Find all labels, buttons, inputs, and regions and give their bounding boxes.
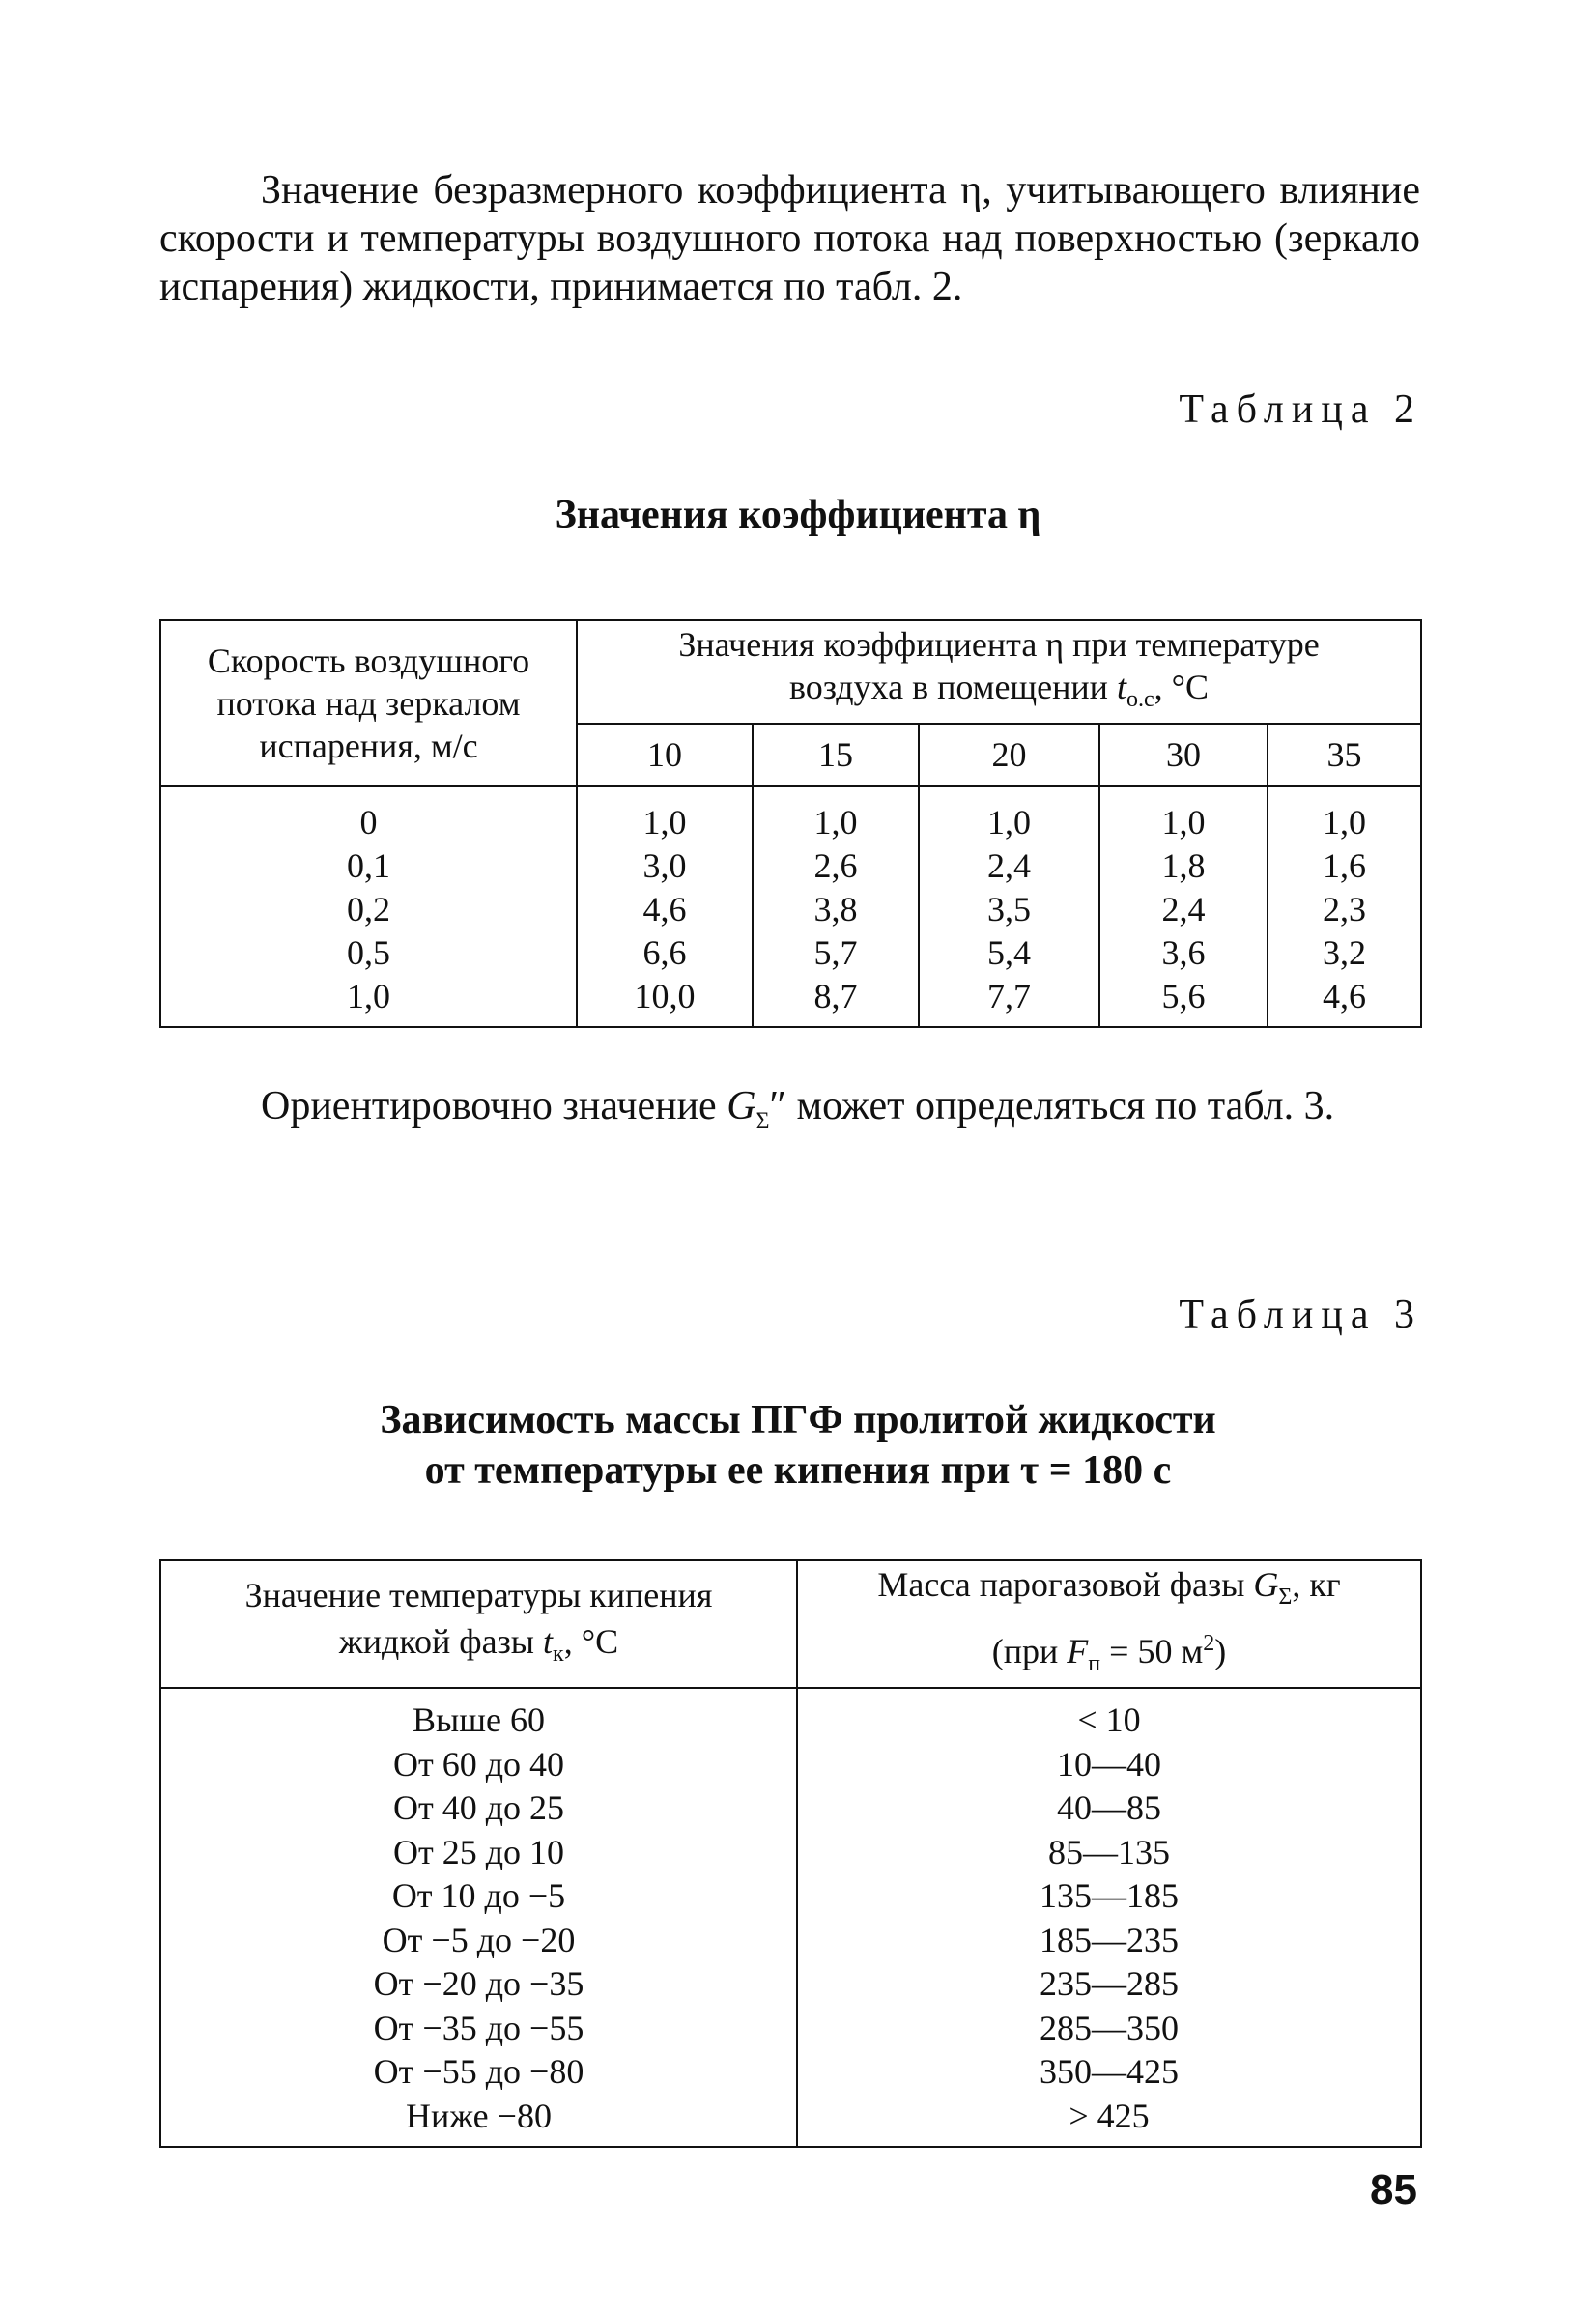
- vapor-mass: 285—350: [1040, 2008, 1179, 2047]
- boiling-temp-unit: , °C: [563, 1621, 619, 1661]
- coef-value: 5,6: [1161, 977, 1206, 1015]
- speed-column: [160, 786, 577, 1027]
- group-header-prefix: воздуха в помещении: [788, 667, 1108, 706]
- speed-value: 0,5: [347, 933, 390, 972]
- coef-value: 2,4: [987, 846, 1031, 885]
- area-symbol: F: [1067, 1632, 1089, 1671]
- coef-value: 2,3: [1323, 890, 1366, 928]
- boiling-range: Выше 60: [413, 1700, 545, 1740]
- temperature-header: 10: [577, 724, 753, 786]
- temperature-unit: , °C: [1154, 667, 1210, 706]
- boiling-range: От 40 до 25: [392, 1788, 565, 1828]
- boiling-range: От −55 до −80: [373, 2052, 584, 2092]
- vapor-mass-column: [797, 1688, 1421, 2147]
- coef-value: 3,2: [1323, 933, 1366, 972]
- coef-value: 1,0: [1323, 803, 1366, 842]
- page-number: 85: [1370, 2166, 1417, 2213]
- middle-text-after: ″ может определяться по табл. 3.: [769, 1084, 1335, 1128]
- vapor-mass-table: [159, 1559, 1422, 2148]
- area-subscript: п: [1088, 1651, 1101, 1677]
- boiling-range: От 60 до 40: [392, 1744, 565, 1784]
- speed-value: 0,1: [347, 846, 390, 885]
- coef-value: 3,5: [987, 890, 1031, 928]
- speed-value: 1,0: [347, 977, 390, 1015]
- coefficient-table: [159, 619, 1422, 1028]
- table2-body: [160, 786, 1421, 1027]
- coef-value: 6,6: [642, 933, 687, 972]
- boiling-range: От 10 до −5: [391, 1876, 566, 1916]
- table2-title: Значения коэффициента η: [555, 493, 1041, 537]
- boiling-header-line1: Значение температуры кипения: [244, 1575, 713, 1614]
- coef-value: 8,7: [813, 977, 858, 1015]
- coef-value: 7,7: [987, 977, 1031, 1015]
- mass-symbol: G: [727, 1084, 756, 1128]
- coef-column-15: [753, 786, 919, 1027]
- coef-value: 3,8: [813, 890, 858, 928]
- coef-value: 10,0: [634, 977, 696, 1015]
- coef-value: 4,6: [1323, 977, 1366, 1015]
- coef-value: 1,0: [642, 803, 687, 842]
- coef-value: 3,0: [642, 846, 687, 885]
- boiling-temperature-header: [160, 1560, 797, 1688]
- coef-value: 2,4: [1161, 890, 1206, 928]
- vapor-mass: 350—425: [1040, 2052, 1179, 2092]
- mass-header-line2: [798, 1620, 1420, 1687]
- speed-header-line: испарения, м/с: [259, 727, 478, 765]
- speed-header-line: потока над зеркалом: [216, 684, 521, 723]
- coef-value: 1,6: [1323, 846, 1366, 885]
- boiling-range: От −20 до −35: [373, 1964, 584, 2004]
- temperature-header: 35: [1268, 724, 1421, 786]
- table3-title: [0, 1395, 1596, 1496]
- temperature-symbol: t: [1116, 667, 1126, 706]
- mass-subscript: Σ: [755, 1108, 770, 1134]
- coef-column-20: [919, 786, 1099, 1027]
- group-header-line1: Значения коэффициента η при температуре: [678, 624, 1320, 664]
- vapor-mass: 185—235: [1040, 1920, 1179, 1959]
- table3-title-line1: Зависимость массы ПГФ пролитой жидкости: [380, 1398, 1216, 1442]
- temperature-subscript: о.с: [1126, 687, 1154, 713]
- boiling-temp-symbol: t: [543, 1621, 554, 1661]
- boiling-range-column: [160, 1688, 797, 2147]
- speed-header: [160, 620, 577, 786]
- coef-value: 4,6: [642, 890, 687, 928]
- coef-column-10: [577, 786, 753, 1027]
- boiling-range: От −35 до −55: [373, 2008, 584, 2047]
- vapor-mass: > 425: [1069, 2096, 1150, 2135]
- coef-column-30: [1099, 786, 1268, 1027]
- table3-label: Таблица 3: [1179, 1293, 1422, 1337]
- vapor-mass: 235—285: [1040, 1964, 1179, 2004]
- coef-value: 2,6: [813, 846, 858, 885]
- coefficient-group-header: [577, 620, 1421, 724]
- area-prefix: (при: [991, 1632, 1068, 1671]
- group-header-line2: [578, 666, 1420, 721]
- temperature-header: 20: [919, 724, 1099, 786]
- area-superscript: 2: [1203, 1631, 1215, 1657]
- mass-header-subscript: Σ: [1278, 1585, 1293, 1611]
- boiling-range: От −5 до −20: [382, 1920, 576, 1959]
- area-close: ): [1214, 1632, 1227, 1671]
- vapor-mass-header: [797, 1560, 1421, 1688]
- intro-text: Значение безразмерного коэффициента η, учитывающего влияние скорости и температуры воздушного потока над поверхностью (зеркало испарения) жидкости, принимается по табл. 2.: [159, 168, 1420, 309]
- mass-header-unit: , кг: [1292, 1565, 1341, 1604]
- coef-value: 3,6: [1161, 933, 1206, 972]
- boiling-temp-subscript: к: [553, 1641, 564, 1667]
- area-value: = 50 м: [1100, 1632, 1204, 1671]
- mass-header-line1: [798, 1561, 1420, 1620]
- table2-label: Таблица 2: [1179, 387, 1422, 432]
- vapor-mass: < 10: [1077, 1700, 1141, 1740]
- boiling-header-line2: [161, 1618, 796, 1677]
- temperature-header: 15: [753, 724, 919, 786]
- coef-value: 5,7: [813, 933, 858, 972]
- intro-paragraph: [159, 166, 1420, 311]
- temperature-header: 30: [1099, 724, 1268, 786]
- vapor-mass: 85—135: [1048, 1832, 1170, 1871]
- coef-value: 1,0: [1161, 803, 1206, 842]
- coef-value: 1,0: [987, 803, 1031, 842]
- mass-header-symbol: G: [1253, 1565, 1279, 1604]
- middle-paragraph: [159, 1082, 1420, 1145]
- coef-column-35: [1268, 786, 1421, 1027]
- mass-header-prefix: Масса парогазовой фазы: [877, 1565, 1254, 1604]
- coef-value: 1,8: [1161, 846, 1206, 885]
- boiling-range: Ниже −80: [406, 2096, 552, 2135]
- speed-value: 0,2: [347, 890, 390, 928]
- boiling-range: От 25 до 10: [392, 1832, 565, 1871]
- boiling-header-prefix: жидкой фазы: [338, 1621, 543, 1661]
- vapor-mass: 10—40: [1057, 1744, 1161, 1784]
- table3-body: [160, 1688, 1421, 2147]
- vapor-mass: 40—85: [1057, 1788, 1161, 1828]
- speed-header-line: Скорость воздушного: [207, 642, 530, 680]
- coef-value: 1,0: [813, 803, 858, 842]
- middle-text-before: Ориентировочно значение: [261, 1084, 727, 1128]
- speed-value: 0: [359, 803, 378, 842]
- table3-title-line2: от температуры ее кипения при τ = 180 с: [424, 1448, 1172, 1493]
- vapor-mass: 135—185: [1040, 1876, 1179, 1916]
- coef-value: 5,4: [987, 933, 1031, 972]
